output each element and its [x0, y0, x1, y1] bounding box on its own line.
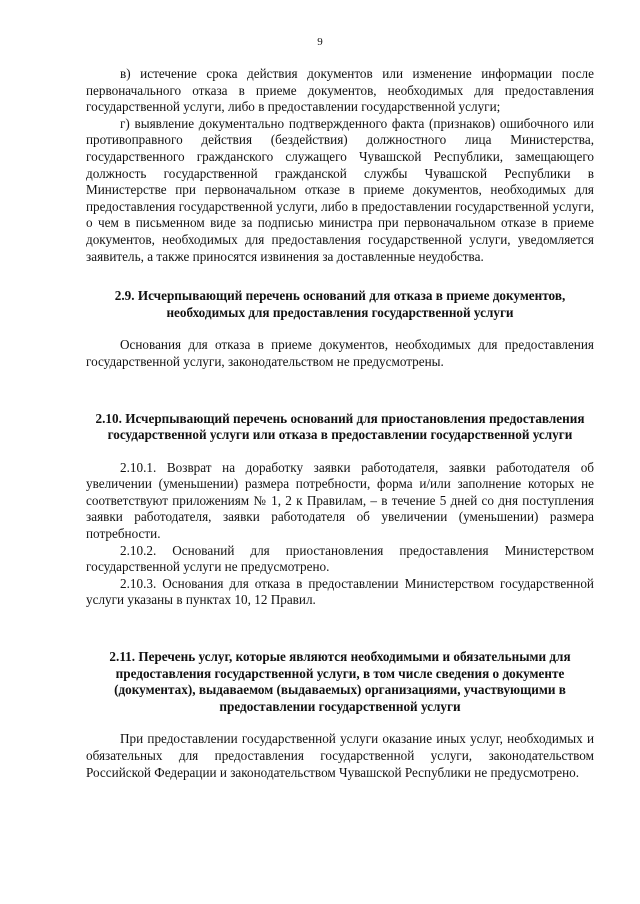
document-body — [86, 66, 594, 781]
section-2-11-paragraph: При предоставлении государственной услуги оказание иных услуг, необходимых и обязательных для предоставления государственной услуги, законодательством Российской Федерации и законодательством Чувашской Республики не предусмотрено. — [86, 731, 594, 780]
paragraph-g: г) выявление документально подтвержденного факта (признаков) ошибочного или противоправного действия (бездействия) должностного лица Министерства, государственного гражданского служащего Чувашской Республики, замещающего должность государственной гражданской службы Чувашской Республики в Министерстве при первоначальном отказе в приеме документов, необходимых для предоставления государственной услуги, либо в предоставлении государственной услуги, о чем в письменном виде за подписью министра при первоначальном отказе в приеме документов, необходимых для предоставления государственной услуги, уведомляется заявитель, а также приносятся извинения за доставленные неудобства. — [86, 115, 594, 264]
page-number: 9 — [317, 36, 323, 48]
section-2-10-heading: 2.10. Исчерпывающий перечень оснований для приостановления предоставления государственной услуги или отказа в предоставлении государственной услуги — [95, 410, 585, 443]
paragraph-v: в) истечение срока действия документов или изменение информации после первоначального отказа в приеме документов, необходимых для предоставления государственной услуги, либо в предоставлении государственной услуги; — [86, 66, 594, 115]
section-2-10-1-paragraph: 2.10.1. Возврат на доработку заявки работодателя, заявки работодателя об увеличении (уменьшении) размера потребности, форма и/или заполнение которых не соответствуют приложениям № 1, 2 к Правилам, – в течение 5 дней со дня поступления заявки работодателя, заявки работодателя об увеличении (уменьшении) размера потребности. — [86, 459, 594, 542]
section-2-9-paragraph: Основания для отказа в приеме документов, необходимых для предоставления государственной услуги, законодательством не предусмотрены. — [86, 337, 594, 369]
section-2-10-3-paragraph: 2.10.3. Основания для отказа в предоставлении Министерством государственной услуги указаны в пунктах 10, 12 Правил. — [86, 575, 594, 608]
section-2-10-2-paragraph: 2.10.2. Оснований для приостановления предоставления Министерством государственной услуги не предусмотрено. — [86, 542, 594, 575]
section-2-9-heading: 2.9. Исчерпывающий перечень оснований для отказа в приеме документов, необходимых для предоставления государственной услуги — [114, 288, 566, 320]
section-2-11-heading: 2.11. Перечень услуг, которые являются необходимыми и обязательными для предоставления государственной услуги, в том числе сведения о документе (документах), выдаваемом (выдаваемых) организациями, участвующими в предоставлении государственной услуги — [109, 649, 571, 714]
